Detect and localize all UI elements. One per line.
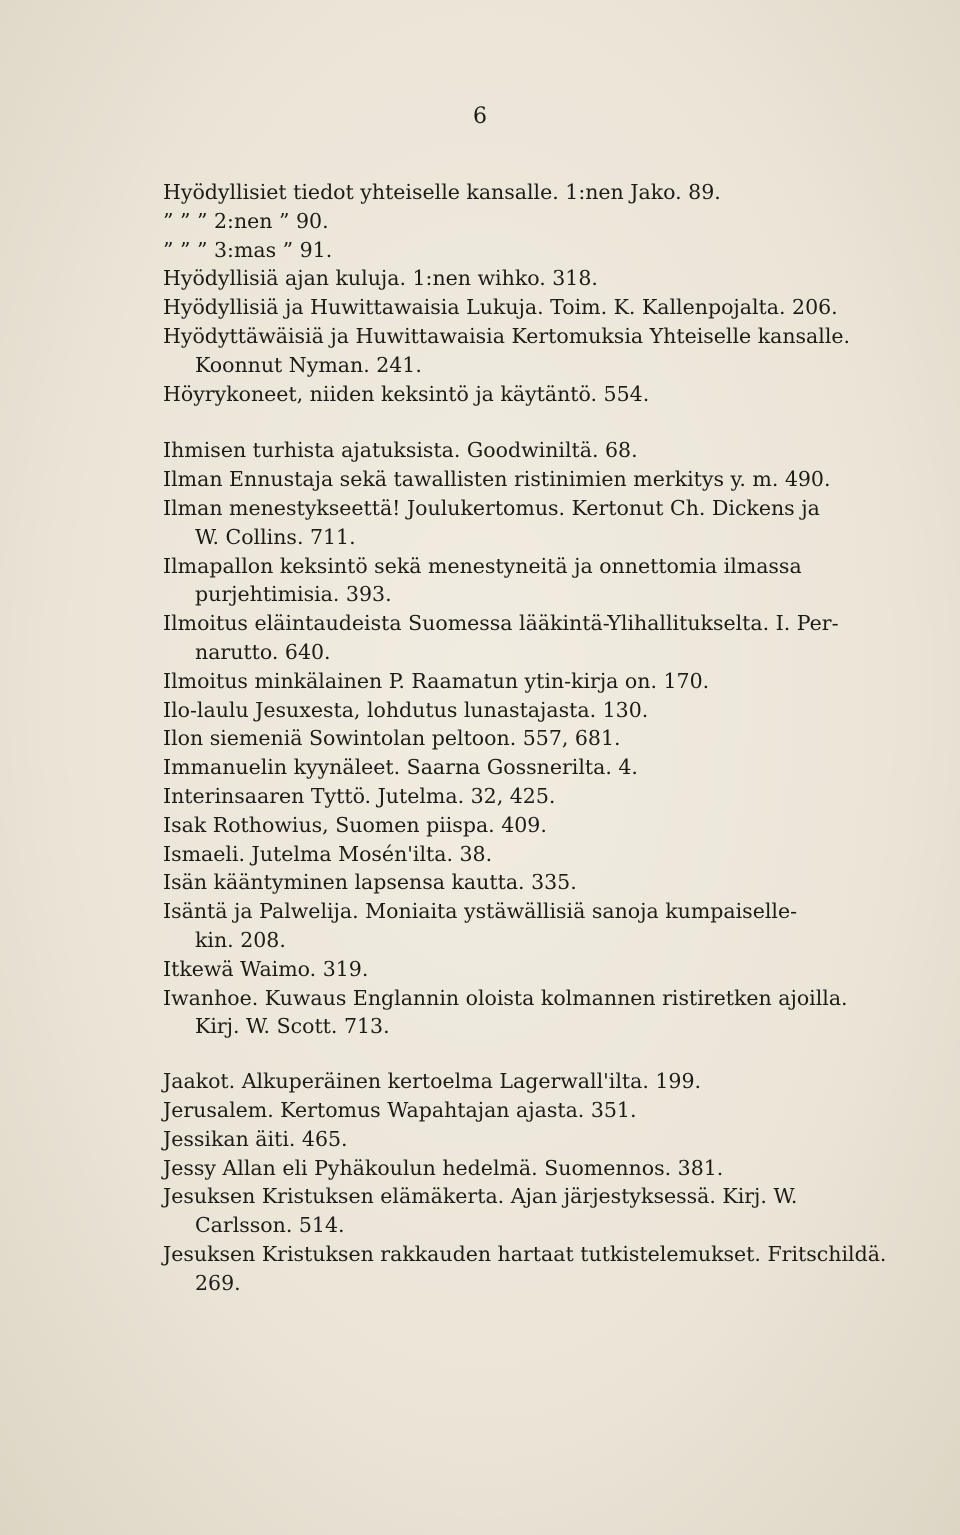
- index-entry: [163, 236, 898, 265]
- index-entry: [163, 609, 898, 667]
- entry-text: Interinsaaren Tyttö. Jutelma. 32, 425.: [163, 783, 556, 808]
- entry-text: Immanuelin kyynäleet. Saarna Gossnerilta. 4.: [163, 755, 638, 780]
- entry-text: Ilmoitus minkälainen P. Raamatun ytin-kirja on. 170.: [163, 668, 710, 693]
- index-entry: [163, 264, 898, 293]
- entry-text: Ilo-laulu Jesuxesta, lohdutus lunastajasta. 130.: [163, 697, 649, 722]
- entry-text: Jesuksen Kristuksen elämäkerta. Ajan järjestyksessä. Kirj. W.: [163, 1184, 798, 1209]
- entry-text: Hyödyllisiä ja Huwittawaisia Lukuja. Toim. K. Kallenpojalta. 206.: [163, 295, 838, 320]
- entry-text: Iwanhoe. Kuwaus Englannin oloista kolmannen ristiretken ajoilla.: [163, 985, 848, 1010]
- index-entry: [163, 380, 898, 409]
- entry-text: Ilmoitus eläintaudeista Suomessa lääkintä-Ylihallitukselta. I. Per-: [163, 611, 839, 636]
- page-number: 6: [473, 104, 487, 129]
- entry-text: Ilman Ennustaja sekä tawallisten ristinimien merkitys y. m. 490.: [163, 467, 831, 492]
- entry-text: Hyödyttäwäisiä ja Huwittawaisia Kertomuksia Yhteiselle kansalle.: [163, 323, 851, 348]
- index-entry: [163, 955, 898, 984]
- index-entry: [163, 811, 898, 840]
- index-entry: [163, 207, 898, 236]
- index-entry: [163, 782, 898, 811]
- entry-text: Isäntä ja Palwelija. Moniaita ystäwällisiä sanoja kumpaiselle-: [163, 899, 797, 924]
- index-entry: [163, 868, 898, 897]
- entry-text: Isak Rothowius, Suomen piispa. 409.: [163, 812, 547, 837]
- index-entries: [163, 178, 898, 1297]
- index-entry: [163, 667, 898, 696]
- entry-text: Jessy Allan eli Pyhäkoulun hedelmä. Suomennos. 381.: [163, 1155, 724, 1180]
- entry-text: Ihmisen turhista ajatuksista. Goodwiniltä. 68.: [163, 438, 638, 463]
- entry-text: Ismaeli. Jutelma Mosén'ilta. 38.: [163, 841, 493, 866]
- entry-text: Hyödyllisiä ajan kuluja. 1:nen wihko. 318.: [163, 266, 598, 291]
- index-entry: [163, 1125, 898, 1154]
- entry-continuation: purjehtimisia. 393.: [195, 582, 392, 607]
- index-entry: [163, 1182, 898, 1240]
- entry-text: Jaakot. Alkuperäinen kertoelma Lagerwall'ilta. 199.: [163, 1069, 702, 1094]
- entry-continuation: Koonnut Nyman. 241.: [195, 352, 422, 377]
- entry-continuation: Carlsson. 514.: [195, 1213, 345, 1238]
- index-entry: [163, 1154, 898, 1183]
- entry-text: Hyödyllisiet tiedot yhteiselle kansalle. 1:nen Jako. 89.: [163, 180, 721, 204]
- entry-continuation: 269.: [195, 1270, 241, 1295]
- entry-text: Ilman menestykseettä! Joulukertomus. Kertonut Ch. Dickens ja: [163, 495, 820, 520]
- index-entry: [163, 1096, 898, 1125]
- entry-text: Höyrykoneet, niiden keksintö ja käytäntö. 554.: [163, 381, 650, 406]
- entry-text: Jessikan äiti. 465.: [163, 1126, 348, 1151]
- index-entry: [163, 293, 898, 322]
- entry-text: ” ” ” 2:nen ” 90.: [163, 208, 329, 233]
- index-entry: [163, 436, 898, 465]
- entry-continuation: narutto. 640.: [195, 639, 331, 664]
- entry-text: Itkewä Waimo. 319.: [163, 956, 369, 981]
- index-entry: [163, 753, 898, 782]
- index-entry: [163, 696, 898, 725]
- index-entry: [163, 724, 898, 753]
- index-entry: [163, 494, 898, 552]
- entry-text: Ilmapallon keksintö sekä menestyneitä ja onnettomia ilmassa: [163, 553, 802, 578]
- entry-text: Ilon siemeniä Sowintolan peltoon. 557, 681.: [163, 726, 621, 751]
- entry-text: Jesuksen Kristuksen rakkauden hartaat tutkistelemukset. Fritschildä.: [163, 1241, 887, 1266]
- index-entry: [163, 1067, 898, 1096]
- index-entry: [163, 1240, 898, 1298]
- index-entry: [163, 840, 898, 869]
- index-entry: [163, 897, 898, 955]
- entry-text: ” ” ” 3:mas ” 91.: [163, 237, 333, 262]
- entry-continuation: kin. 208.: [195, 927, 286, 952]
- index-entry: [163, 465, 898, 494]
- entry-text: Jerusalem. Kertomus Wapahtajan ajasta. 351.: [163, 1097, 637, 1122]
- index-entry: [163, 984, 898, 1042]
- entry-continuation: W. Collins. 711.: [195, 524, 356, 549]
- entry-text: Isän kääntyminen lapsensa kautta. 335.: [163, 870, 577, 895]
- index-entry: [163, 178, 898, 207]
- index-entry: [163, 552, 898, 610]
- entry-continuation: Kirj. W. Scott. 713.: [195, 1014, 390, 1039]
- index-entry: [163, 322, 898, 380]
